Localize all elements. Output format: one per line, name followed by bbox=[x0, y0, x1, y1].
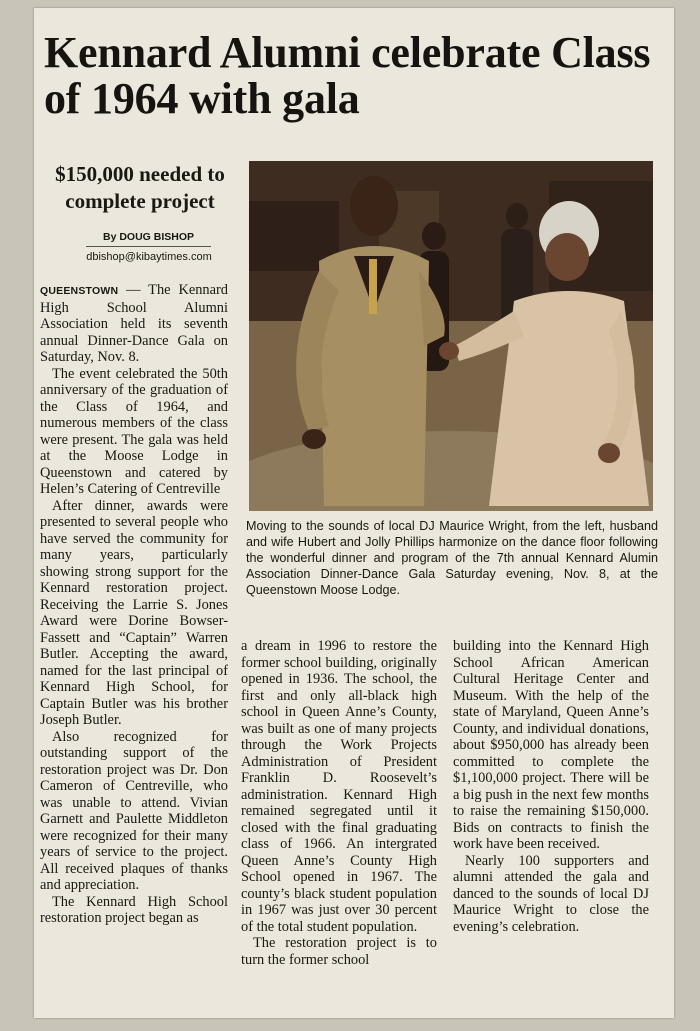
paragraph: Nearly 100 supporters and alumni attended the gala and danced to the sounds of local DJ Maurice Wright to close the evening’s celebration. bbox=[453, 852, 649, 935]
paragraph: building into the Kennard High School African American Cultural Heritage Center and Museum. With the help of the state of Maryland, Queen Anne’s County, and individual donations, about $950,000 has already been committed to complete the $1,100,000 project. There will be a big push in the next few months to raise the remaining $150,000. Bids on contracts to finish the work have been received. bbox=[453, 638, 649, 852]
paragraph: The restoration project is to turn the former school bbox=[241, 935, 437, 968]
photo-caption: Moving to the sounds of local DJ Maurice Wright, from the left, husband and wife Hubert and Jolly Phillips harmonize on the dance floor following the wonderful dinner and program of the 7th annual Kennard Alumin Association Dinner-Dance Gala Saturday evening, Nov. 8, at the Queenstown Moose Lodge. bbox=[246, 519, 658, 597]
paragraph: The event celebrated the 50th anniversary of the graduation of the Class of 1964, and numerous members of the class were present. The gala was held at the Moose Lodge in Queenstown and catered by Helen’s Catering of Centreville bbox=[40, 365, 228, 497]
dance-photo bbox=[249, 161, 653, 511]
paragraph-text: — The Kennard High School Alumni Association held its seventh annual Dinner-Dance Gala on Saturday, Nov. 8. bbox=[40, 282, 228, 365]
dateline: QUEENSTOWN bbox=[40, 285, 119, 297]
author-email: dbishop@kibaytimes.com bbox=[86, 251, 212, 263]
subheadline: $150,000 needed to complete project bbox=[55, 162, 225, 213]
paragraph: Also recognized for outstanding support of the restoration project was Dr. Don Cameron of Centreville, who was unable to attend. Vivian Garnett and Paulette Middleton were recognized for their many years of service to the project. All received plaques of thanks and appreciation. bbox=[40, 728, 228, 893]
newspaper-clipping bbox=[34, 8, 674, 1018]
paragraph: After dinner, awards were presented to several people who have served the community for many years, particularly showing strong support for the Kennard restoration project. Receiving the Larrie S. Jones Award were Dorine Bowser-Fassett and “Captain” Warren Butler. Accepting the award, named for the last principal of Kennard High School, for Captain Butler was his brother Joseph Butler. bbox=[40, 497, 228, 728]
article-column-3 bbox=[453, 638, 649, 935]
article-column-2 bbox=[241, 638, 437, 968]
paragraph bbox=[40, 282, 228, 366]
paragraph: a dream in 1996 to restore the former school building, originally opened in 1936. The school, the first and only all-black high school in Queen Anne’s County, was built as one of many projects through the Work Projects Administration of President Franklin D. Roosevelt’s administration. Kennard High remained segregated until it closed with the final graduating class of 1966. An intergrated Queen Anne’s County High School opened in 1967. The county’s black student population in 1967 was just over 30 percent of the total student population. bbox=[241, 638, 437, 935]
byline: By DOUG BISHOP bbox=[86, 231, 211, 247]
paragraph: The Kennard High School restoration project began as bbox=[40, 893, 228, 926]
headline: Kennard Alumni celebrate Class of 1964 with gala bbox=[44, 28, 651, 123]
photo-illustration bbox=[249, 161, 653, 511]
article-column-1 bbox=[40, 282, 228, 927]
